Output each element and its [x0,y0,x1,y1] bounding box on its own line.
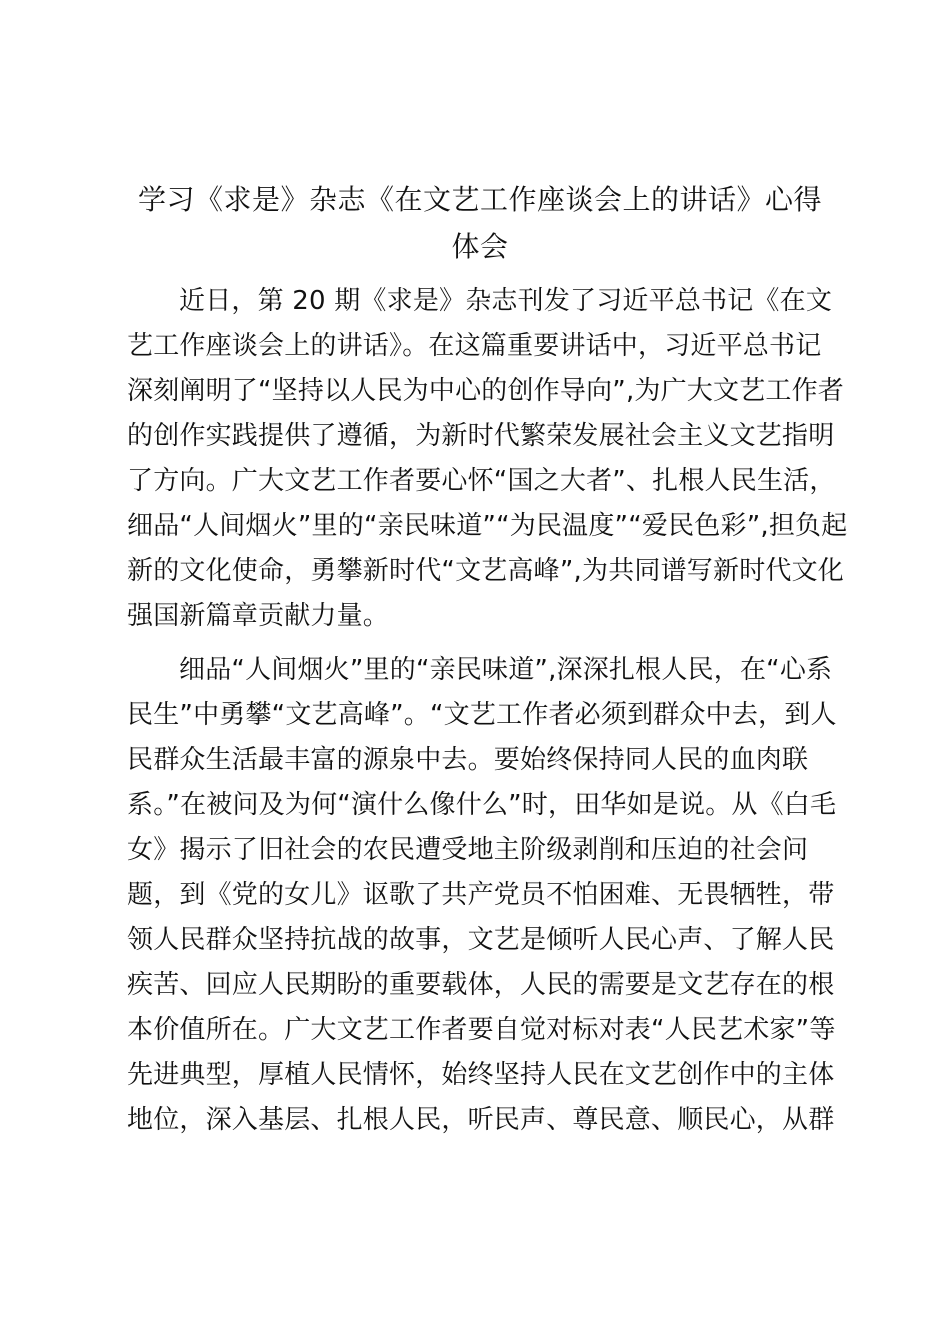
text-line: 民群众生活最丰富的源泉中去。要始终保持同人民的血肉联 [127,745,809,775]
text-line: 题，到《党的女儿》讴歌了共产党员不怕困难、无畏牺牲，带 [127,880,835,910]
text-line: 深刻阐明了“坚持以人民为中心的创作导向”,为广大文艺工作者 [127,376,845,406]
title-line-1: 学习《求是》杂志《在文艺工作座谈会上的讲话》心得 [137,183,822,216]
text-line: 强国新篇章贡献力量。 [127,601,390,631]
paragraph-2 [127,648,837,1143]
text-line: 本价值所在。广大文艺工作者要自觉对标对表“人民艺术家”等 [127,1015,836,1045]
text-line: 的创作实践提供了遵循，为新时代繁荣发展社会主义文艺指明 [127,421,835,451]
text-line: 了方向。广大文艺工作者要心怀“国之大者”、扎根人民生活， [127,466,836,496]
document-title [120,176,840,270]
title-line-2: 体会 [451,230,509,263]
paragraph-spacer [127,639,833,648]
text-line: 新的文化使命，勇攀新时代“文艺高峰”,为共同谱写新时代文化 [127,556,845,586]
text-line: 艺工作座谈会上的讲话》。在这篇重要讲话中，习近平总书记 [127,331,822,361]
paragraph-1 [127,279,848,639]
text-line: 领人民群众坚持抗战的故事，文艺是倾听人民心声、了解人民 [127,925,835,955]
text-line: 细品“人间烟火”里的“亲民味道”,深深扎根人民，在“心系 [179,655,833,685]
text-line: 女》揭示了旧社会的农民遭受地主阶级剥削和压迫的社会问 [127,835,809,865]
document-body [127,279,848,1143]
text-line: 先进典型，厚植人民情怀，始终坚持人民在文艺创作中的主体 [127,1060,835,1090]
text-line: 细品“人间烟火”里的“亲民味道”“为民温度”“爱民色彩”,担负起 [127,511,848,541]
text-line: 疾苦、回应人民期盼的重要载体，人民的需要是文艺存在的根 [127,970,835,1000]
text-line: 民生”中勇攀“文艺高峰”。“文艺工作者必须到群众中去，到人 [127,700,837,730]
text-line: 系。”在被问及为何“演什么像什么”时，田华如是说。从《白毛 [127,790,837,820]
text-line: 近日，第 20 期《求是》杂志刊发了习近平总书记《在文 [179,286,833,316]
text-line: 地位，深入基层、扎根人民，听民声、尊民意、顺民心，从群 [127,1105,835,1135]
